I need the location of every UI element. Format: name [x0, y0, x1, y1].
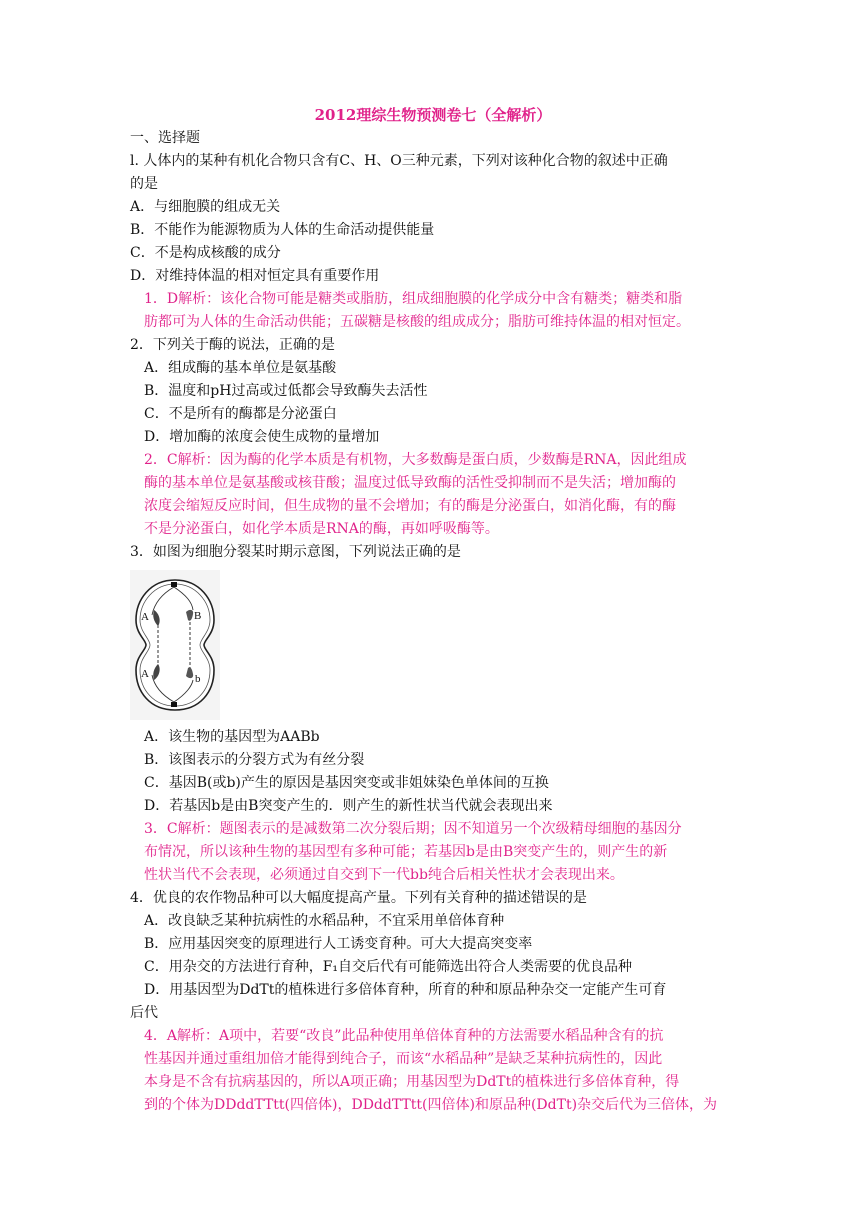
answer-explanation: 本身是不含有抗病基因的，所以A项正确；用基因型为DdTt的植株进行多倍体育种，得	[144, 1074, 680, 1090]
question-2	[130, 334, 736, 541]
centriole-top	[171, 582, 177, 587]
question-stem: 4．优良的农作物品种可以大幅度提高产量。下列有关育种的描述错误的是	[130, 890, 587, 906]
option: A．组成酶的基本单位是氨基酸	[144, 360, 337, 376]
document-page	[130, 104, 736, 1117]
answer-explanation: 布情况，所以该种生物的基因型有多种可能；若基因b是由B突变产生的，则产生的新	[144, 844, 668, 860]
section-heading: 一、选择题	[130, 130, 200, 146]
answer-explanation: 酶的基本单位是氨基酸或核苷酸；温度过低导致酶的活性受抑制而不是失活；增加酶的	[144, 475, 676, 491]
option-continuation: 后代	[130, 1005, 158, 1021]
answer-explanation: 到的个体为DDddTTtt(四倍体)，DDddTTtt(四倍体)和原品种(DdTt)杂交后代为三倍体，为	[144, 1097, 718, 1113]
question-3	[130, 541, 736, 887]
option: B．温度和pH过高或过低都会导致酶失去活性	[144, 383, 428, 399]
option: A．该生物的基因型为AABb	[144, 729, 320, 745]
option: B．不能作为能源物质为人体的生命活动提供能量	[130, 222, 435, 238]
option: D．若基因b是由B突变产生的．则产生的新性状当代就会表现出来	[144, 798, 553, 814]
cell-membrane	[136, 580, 214, 710]
answer-explanation: 性状当代不会表现，必须通过自交到下一代bb纯合后相关性状才会表现出来。	[144, 867, 624, 883]
question-stem: 2．下列关于酶的说法，正确的是	[130, 337, 335, 353]
gene-label: b	[195, 673, 201, 685]
option: D．对维持体温的相对恒定具有重要作用	[130, 268, 380, 284]
gene-label: B	[194, 610, 202, 622]
cell-division-figure	[130, 570, 220, 720]
answer-explanation: 不是分泌蛋白，如化学本质是RNA的酶，再如呼吸酶等。	[144, 521, 499, 537]
question-stem: 3．如图为细胞分裂某时期示意图，下列说法正确的是	[130, 544, 461, 560]
option: D．增加酶的浓度会使生成物的量增加	[144, 429, 380, 445]
option: C．不是所有的酶都是分泌蛋白	[144, 406, 337, 422]
question-4	[130, 887, 736, 1117]
option: C．不是构成核酸的成分	[130, 245, 281, 261]
answer-explanation: 3．C解析：题图表示的是减数第二次分裂后期；因不知道另一个次级精母细胞的基因分	[144, 821, 682, 837]
option: C．用杂交的方法进行育种，F₁自交后代有可能筛选出符合人类需要的优良品种	[144, 959, 633, 975]
option: B．应用基因突变的原理进行人工诱变育种。可大大提高突变率	[144, 936, 533, 952]
option: D．用基因型为DdTt的植株进行多倍体育种，所育的种和原品种杂交一定能产生可育	[144, 982, 667, 998]
answer-explanation: 2．C解析：因为酶的化学本质是有机物，大多数酶是蛋白质，少数酶是RNA，因此组成	[144, 452, 687, 468]
answer-explanation: 性基因并通过重组加倍才能得到纯合子，而该“水稻品种”是缺乏某种抗病性的，因此	[144, 1051, 663, 1067]
option: A．与细胞膜的组成无关	[130, 199, 281, 215]
centriole-bottom	[171, 702, 177, 707]
answer-explanation: 1．D解析：该化合物可能是糖类或脂肪，组成细胞膜的化学成分中含有糖类；糖类和脂	[144, 291, 683, 307]
question-1	[130, 150, 736, 334]
gene-label: A	[141, 668, 149, 680]
question-stem: l. 人体内的某种有机化合物只含有C、H、O三种元素，下列对该种化合物的叙述中正确	[130, 153, 668, 169]
option: B．该图表示的分裂方式为有丝分裂	[144, 752, 365, 768]
gene-label: A	[141, 611, 149, 623]
answer-explanation: 4．A解析：A项中，若要“改良”此品种使用单倍体育种的方法需要水稻品种含有的抗	[144, 1028, 664, 1044]
cell-division-diagram	[130, 570, 220, 720]
answer-explanation: 浓度会缩短反应时间，但生成物的量不会增加；有的酶是分泌蛋白，如消化酶，有的酶	[144, 498, 676, 514]
question-stem: 的是	[130, 176, 158, 192]
option: C．基因B(或b)产生的原因是基因突变或非姐妹染色单体间的互换	[144, 775, 549, 791]
answer-explanation: 肪都可为人体的生命活动供能；五碳糖是核酸的组成成分；脂肪可维持体温的相对恒定。	[144, 314, 690, 330]
document-title: 2012理综生物预测卷七（全解析）	[314, 106, 552, 124]
option: A．改良缺乏某种抗病性的水稻品种，不宜采用单倍体育种	[144, 913, 505, 929]
